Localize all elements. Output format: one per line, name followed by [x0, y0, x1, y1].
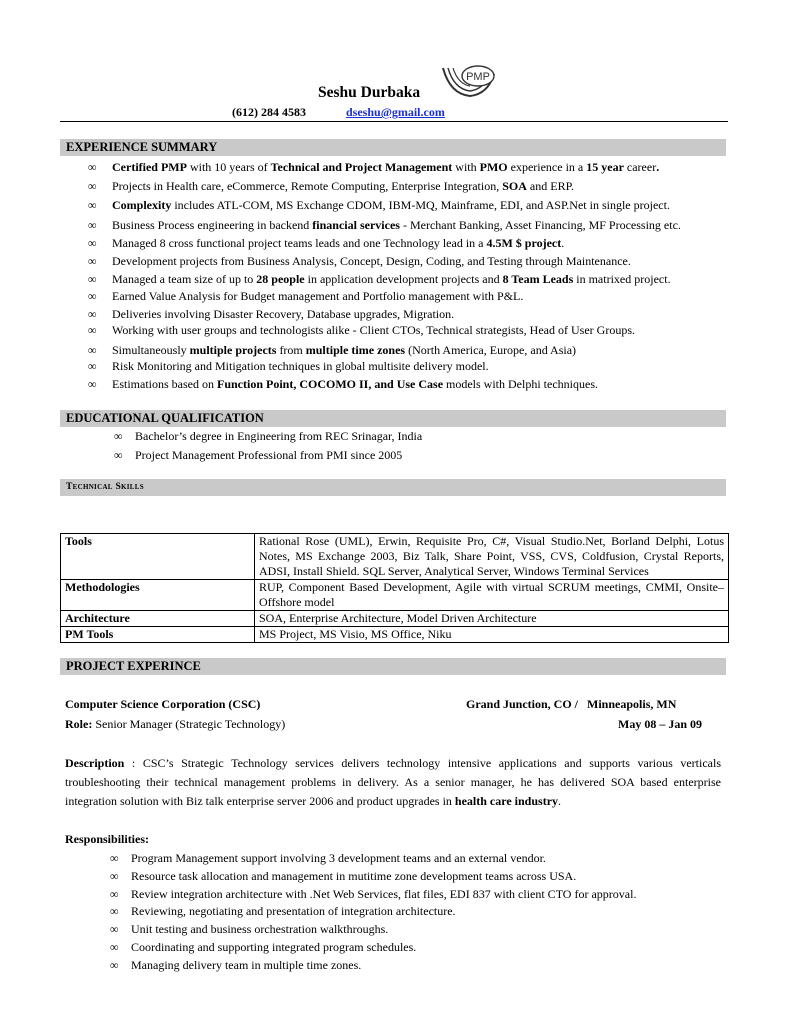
- table-cell-value: Rational Rose (UML), Erwin, Requisite Pro, C#, Visual Studio.Net, Borland Delphi, Lotus Notes, MS Exchange 2003, Biz Talk, Share Point, VSS, CVS, Coldfusion, Crystal Reports, ADSI, Install Shield. SQL Server, Analytical Server, Windows Terminal Services: [255, 534, 729, 580]
- description-text: : CSC’s Strategic Technology services delivers technology intensive applications and supports various verticals troubleshooting their technical management problems in delivery. As a senior manager, he has delivered SOA based enterprise integration solution with Biz talk enterprise server 2006 and product upgrades in: [65, 756, 721, 808]
- table-row: [61, 627, 729, 643]
- role-dates: May 08 – Jan 09: [618, 717, 702, 731]
- description-label: Description: [65, 756, 125, 770]
- table-cell-key: Tools: [61, 534, 255, 580]
- bullet-icon: ∞: [110, 887, 119, 901]
- section-experience-summary: EXPERIENCE SUMMARY: [60, 139, 726, 156]
- bullet-icon: ∞: [88, 254, 97, 268]
- table-cell-value: MS Project, MS Visio, MS Office, Niku: [255, 627, 729, 643]
- logo-text: PMP: [466, 71, 490, 83]
- role-value: Senior Manager (Strategic Technology): [92, 717, 286, 731]
- table-row: [61, 611, 729, 627]
- bullet-icon: ∞: [88, 289, 97, 303]
- table-cell-key: Architecture: [61, 611, 255, 627]
- bullet-icon: ∞: [88, 160, 97, 174]
- responsibilities-heading: Responsibilities:: [65, 832, 150, 846]
- company-location: Grand Junction, CO / Minneapolis, MN: [466, 697, 677, 711]
- table-row: [61, 534, 729, 580]
- bullet-icon: ∞: [88, 198, 97, 212]
- table-cell-key: PM Tools: [61, 627, 255, 643]
- description-end: .: [558, 794, 562, 808]
- bullet-icon: ∞: [88, 272, 97, 286]
- description-bold: health care industry: [454, 794, 559, 808]
- bullet-icon: ∞: [114, 448, 123, 462]
- pmp-logo-icon: [440, 64, 496, 98]
- bullet-icon: ∞: [110, 869, 119, 883]
- skills-table: [60, 533, 729, 643]
- project-description: [65, 754, 721, 811]
- bullet-icon: ∞: [110, 940, 119, 954]
- table-cell-value: RUP, Component Based Development, Agile with virtual SCRUM meetings, CMMI, Onsite–Offshore model: [255, 580, 729, 611]
- bullet-icon: ∞: [88, 343, 97, 357]
- bullet-icon: ∞: [110, 851, 119, 865]
- bullet-icon: ∞: [88, 359, 97, 373]
- bullet-icon: ∞: [110, 922, 119, 936]
- bullet-icon: ∞: [88, 218, 97, 232]
- role-label: Role:: [65, 717, 93, 731]
- bullet-icon: ∞: [88, 323, 97, 337]
- header-divider: [60, 121, 728, 122]
- role-line: [65, 717, 285, 732]
- bullet-icon: ∞: [88, 377, 97, 391]
- phone-number: (612) 284 4583: [232, 105, 306, 119]
- bullet-icon: ∞: [114, 429, 123, 443]
- bullet-icon: ∞: [88, 307, 97, 321]
- bullet-icon: ∞: [88, 179, 97, 193]
- bullet-icon: ∞: [110, 904, 119, 918]
- table-cell-value: SOA, Enterprise Architecture, Model Driven Architecture: [255, 611, 729, 627]
- candidate-name: Seshu Durbaka: [318, 84, 421, 101]
- section-education: EDUCATIONAL QUALIFICATION: [60, 410, 726, 427]
- bullet-icon: ∞: [110, 958, 119, 972]
- section-project-experience: PROJECT EXPERINCE: [60, 658, 726, 675]
- company-name: Computer Science Corporation (CSC): [65, 697, 261, 711]
- email-link[interactable]: dseshu@gmail.com: [346, 105, 445, 119]
- table-row: [61, 580, 729, 611]
- resume-page: Seshu Durbaka PMP (612) 284 4583 dseshu@gmail.com EXPERIENCE SUMMARY ∞ Certified PMP with 10 years of Technical and Project Management with PMO experience in a 15 year career. ∞ Projects in Health care, eCommerce, Remote Computing, Enterprise Integration, SOA and ERP. ∞ Complexity includes ATL-COM, MS Exchange CDOM, IBM-MQ, Mainframe, EDI, and ASP.Net in single project. ∞ Business Process engineering in backend financial services - Merchant Banking, Asset Financing, MF Processing etc. ∞ Managed 8 cross functional project teams leads and one Technology lead in a 4.5M $ project. ∞ Development projects from Business Analysis, Concept, Design, Coding, and Testing through Maintenance. ∞ Managed a team size of up to 28 people in application development projects and 8 Team Leads in matrixed project. ∞ Earned Value Analysis for Budget management and Portfolio management with P&L. ∞ Deliveries involving Disaster Recovery, Database upgrades, Migration. ∞ Working with user groups and technologists alike - Client CTOs, Technical strategists, Head of User Groups. ∞ Simultaneously multiple projects from multiple time zones (North America, Europe, and Asia) ∞ Risk Monitoring and Mitigation techniques in global multisite delivery model. ∞ Estimations based on Function Point, COCOMO II, and Use Case models with Delphi techniques. EDUCATIONAL QUALIFICATION ∞ Bachelor’s degree in Engineering from REC Srinagar, India ∞ Project Management Professional from PMI since 2005 Technical Skills Tools Rational Rose (UML), Erwin, Requisite Pro, C#, Visual Studio.Net, Borland Delphi, Lotus Notes, MS Exchange 2003, Biz Talk, Share Point, VSS, CVS, Coldfusion, Crystal Reports, ADSI, Install Shield. SQL Server, Analytical Server, Windows Terminal Services Methodologies RUP, Component Based Development, Agile with virtual SCRUM meetings, CMMI, Onsite–Offshore model Architecture SOA, Enterprise Architecture, Model Driven Architecture PM Tools MS Project, MS Visio, MS Office, Niku PROJECT EXPERINCE Computer Science Corporation (CSC) Grand Junction, CO / Minneapolis, MN Role: Senior Manager (Strategic Technology) May 08 – Jan 09 Description : CSC’s Strategic Technology services delivers technology intensive applications and supports various verticals troubleshooting their technical management problems in delivery. As a senior manager, he has delivered SOA based enterprise integration solution with Biz talk enterprise server 2006 and product upgrades in health care industry. Responsibilities: ∞ Program Management support involving 3 development teams and an external vendor. ∞ Resource task allocation and management in mutitime zone development teams across USA. ∞ Review integration architecture with .Net Web Services, flat files, EDI 837 with client CTO for approval. ∞ Reviewing, negotiating and presentation of integration architecture. ∞ Unit testing and business orchestration walkthroughs. ∞ Coordinating and supporting integrated program schedules. ∞ Managing delivery team in multiple time zones.: [0, 0, 791, 1024]
- section-technical-skills: Technical Skills: [60, 479, 726, 496]
- bullet-icon: ∞: [88, 236, 97, 250]
- table-cell-key: Methodologies: [61, 580, 255, 611]
